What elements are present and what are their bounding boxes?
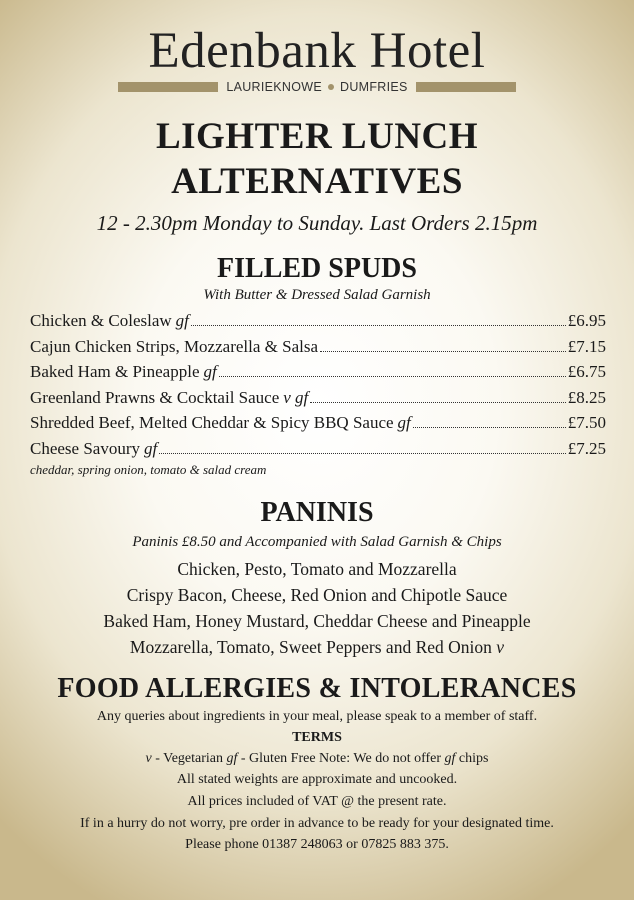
menu-item [30, 439, 606, 463]
key-gf: gf [226, 751, 238, 766]
terms-title: TERMS [292, 730, 342, 745]
hotel-name: Edenbank Hotel [148, 23, 486, 79]
menu-item [30, 311, 606, 335]
item-price: £7.50 [567, 413, 606, 432]
item-tag: gf [203, 362, 217, 381]
item-tag: gf [175, 311, 189, 330]
leader-dots [320, 351, 566, 352]
location-text [218, 80, 415, 94]
spuds-menu [30, 311, 606, 481]
dot-icon [328, 84, 334, 90]
location-band [118, 79, 516, 94]
vegetarian-tag: v [496, 637, 505, 657]
item-price: £6.95 [567, 311, 606, 330]
item-name: Cajun Chicken Strips, Mozzarella & Salsa [30, 336, 318, 356]
item-price: £8.25 [567, 387, 606, 407]
menu-item [30, 362, 606, 386]
location-b: DUMFRIES [340, 79, 408, 94]
panini-item-text: Mozzarella, Tomato, Sweet Peppers and Red Onion [129, 637, 492, 657]
location-a: LAURIEKNOWE [226, 79, 322, 94]
key-gf-text: - Gluten Free Note: We do not offer [237, 751, 445, 766]
terms-line: All prices included of VAT @ the present rate. [187, 794, 447, 809]
paninis-subtitle: Paninis £8.50 and Accompanied with Salad Garnish & Chips [132, 534, 502, 550]
terms-line: All stated weights are approximate and uncooked. [176, 772, 458, 787]
item-name: Baked Ham & Pineapple [30, 362, 200, 381]
item-price: £7.15 [567, 336, 606, 356]
band-bar-right [416, 82, 516, 92]
title-line-1: LIGHTER LUNCH [155, 116, 479, 157]
terms-line: If in a hurry do not worry, pre order in advance to be ready for your designated time. [80, 816, 554, 831]
key-end: chips [455, 751, 489, 766]
key-gf-2: gf [444, 751, 456, 766]
allergies-heading: FOOD ALLERGIES & INTOLERANCES [57, 673, 577, 704]
item-name: Chicken & Coleslaw [30, 311, 172, 330]
terms-key [0, 751, 634, 767]
panini-item [0, 637, 634, 658]
panini-item: Crispy Bacon, Cheese, Red Onion and Chipotle Sauce [126, 585, 508, 605]
item-name: Shredded Beef, Melted Cheddar & Spicy BBQ Sauce [30, 413, 394, 432]
key-v: v [145, 751, 152, 766]
menu-item [30, 337, 606, 361]
allergies-queries: Any queries about ingredients in your meal, please speak to a member of staff. [96, 709, 538, 724]
leader-dots [191, 325, 566, 326]
spuds-heading: FILLED SPUDS [217, 253, 417, 284]
menu-item [30, 388, 606, 412]
title-line-2: ALTERNATIVES [171, 161, 463, 202]
item-tag: gf [144, 438, 158, 458]
contact-phone: Please phone 01387 248063 or 07825 883 375. [185, 837, 449, 852]
cheese-savoury-note: cheddar, spring onion, tomato & salad cream [30, 462, 267, 477]
menu-item [30, 413, 606, 437]
panini-item: Baked Ham, Honey Mustard, Cheddar Cheese and Pineapple [103, 611, 531, 631]
leader-dots [159, 453, 566, 454]
item-price: £6.75 [567, 362, 606, 381]
item-name: Cheese Savoury [30, 438, 141, 458]
leader-dots [413, 427, 566, 428]
spuds-subtitle: With Butter & Dressed Salad Garnish [203, 287, 431, 303]
leader-dots [219, 376, 566, 377]
item-tag: gf [397, 413, 411, 432]
leader-dots [310, 402, 565, 403]
item-tag: v gf [283, 387, 309, 407]
band-bar-left [118, 82, 218, 92]
item-price: £7.25 [567, 438, 606, 458]
item-name: Greenland Prawns & Cocktail Sauce [30, 387, 280, 407]
paninis-heading: PANINIS [260, 497, 374, 528]
panini-item: Chicken, Pesto, Tomato and Mozzarella [177, 559, 457, 579]
key-v-text: - Vegetarian [151, 751, 227, 766]
opening-hours: 12 - 2.30pm Monday to Sunday. Last Orders 2.15pm [96, 211, 538, 235]
